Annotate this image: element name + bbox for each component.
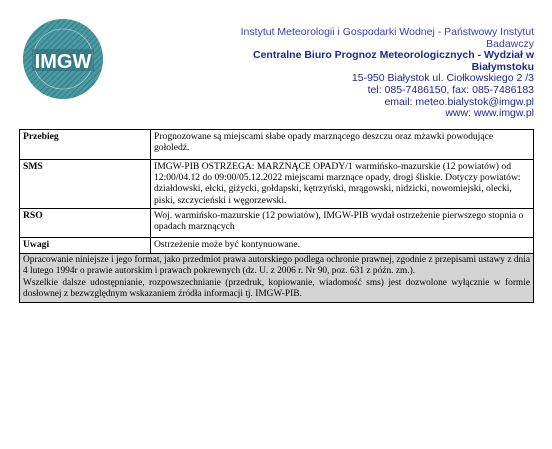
phone-fax: tel: 085-7486150, fax: 085-7486183 bbox=[367, 83, 534, 96]
table-row bbox=[20, 237, 534, 253]
imgw-logo bbox=[22, 18, 104, 100]
bureau-name: Centralne Biuro Prognoz Meteorologicznych - Wydział w Białymstoku bbox=[253, 49, 534, 73]
table-row bbox=[20, 208, 534, 237]
copyright-row bbox=[20, 253, 534, 303]
logo-text: IMGW bbox=[34, 51, 92, 73]
institute-name: Instytut Meteorologii i Gospodarki Wodnej - Państwowy Instytut Badawczy bbox=[240, 26, 534, 50]
copyright-para-1: Opracowanie niniejsze i jego format, jako przedmiot prawa autorskiego podlega ochronie prawnej, zgodnie z przepisami ustawy z dnia 4 lutego 1994r o prawie autorskim i prawach pokrewnych (dz. U. z 2006 r. Nr 90, poz. 631 z późn. zm.). bbox=[23, 254, 530, 277]
row-text-uwagi: Ostrzeżenie może być kontynuowane. bbox=[151, 237, 534, 253]
warning-table bbox=[19, 129, 534, 303]
row-text-przebieg: Prognozowane są miejscami słabe opady marznącego deszczu oraz mżawki powodujące gołoledź. bbox=[151, 130, 534, 160]
table-row bbox=[20, 130, 534, 160]
row-text-rso: Woj. warmińsko-mazurskie (12 powiatów), IMGW-PIB wydał ostrzeżenie pierwszego stopnia o opadach marznących bbox=[151, 208, 534, 237]
imgw-logo-icon bbox=[22, 18, 104, 100]
row-label-rso: RSO bbox=[20, 208, 151, 237]
copyright-para-2: Wszelkie dalsze udostępnianie, rozpowszechnianie (przedruk, kopiowanie, wiadomość sms) jest dozwolone wyłącznie w formie dosłownej z bezwzględnym wskazaniem źródła informacji tj. IMGW-PIB. bbox=[23, 277, 530, 300]
row-text-sms: IMGW-PIB OSTRZEGA: MARZNĄCE OPADY/1 warmińsko-mazurskie (12 powiatów) od 12:00/04.12 do 09:00/05.12.2022 miejscami marznące opady, drogi śliskie. Dotyczy powiatów: działdowski, ełcki, giżycki, gołdapski, kętrzyński, mrągowski, nidzicki, nowomiejski, olecki, piski, szczycieński i węgorzewski. bbox=[151, 160, 534, 209]
row-label-uwagi: Uwagi bbox=[20, 237, 151, 253]
row-label-sms: SMS bbox=[20, 160, 151, 209]
copyright-notice bbox=[20, 253, 534, 303]
table-row bbox=[20, 160, 534, 209]
address: 15-950 Białystok ul. Ciołkowskiego 2 /3 bbox=[351, 72, 534, 85]
email: email: meteo.bialystok@imgw.pl bbox=[384, 95, 534, 108]
institute-header bbox=[194, 27, 534, 120]
row-label-przebieg: Przebieg bbox=[20, 130, 151, 160]
website: www: www.imgw.pl bbox=[445, 107, 534, 120]
